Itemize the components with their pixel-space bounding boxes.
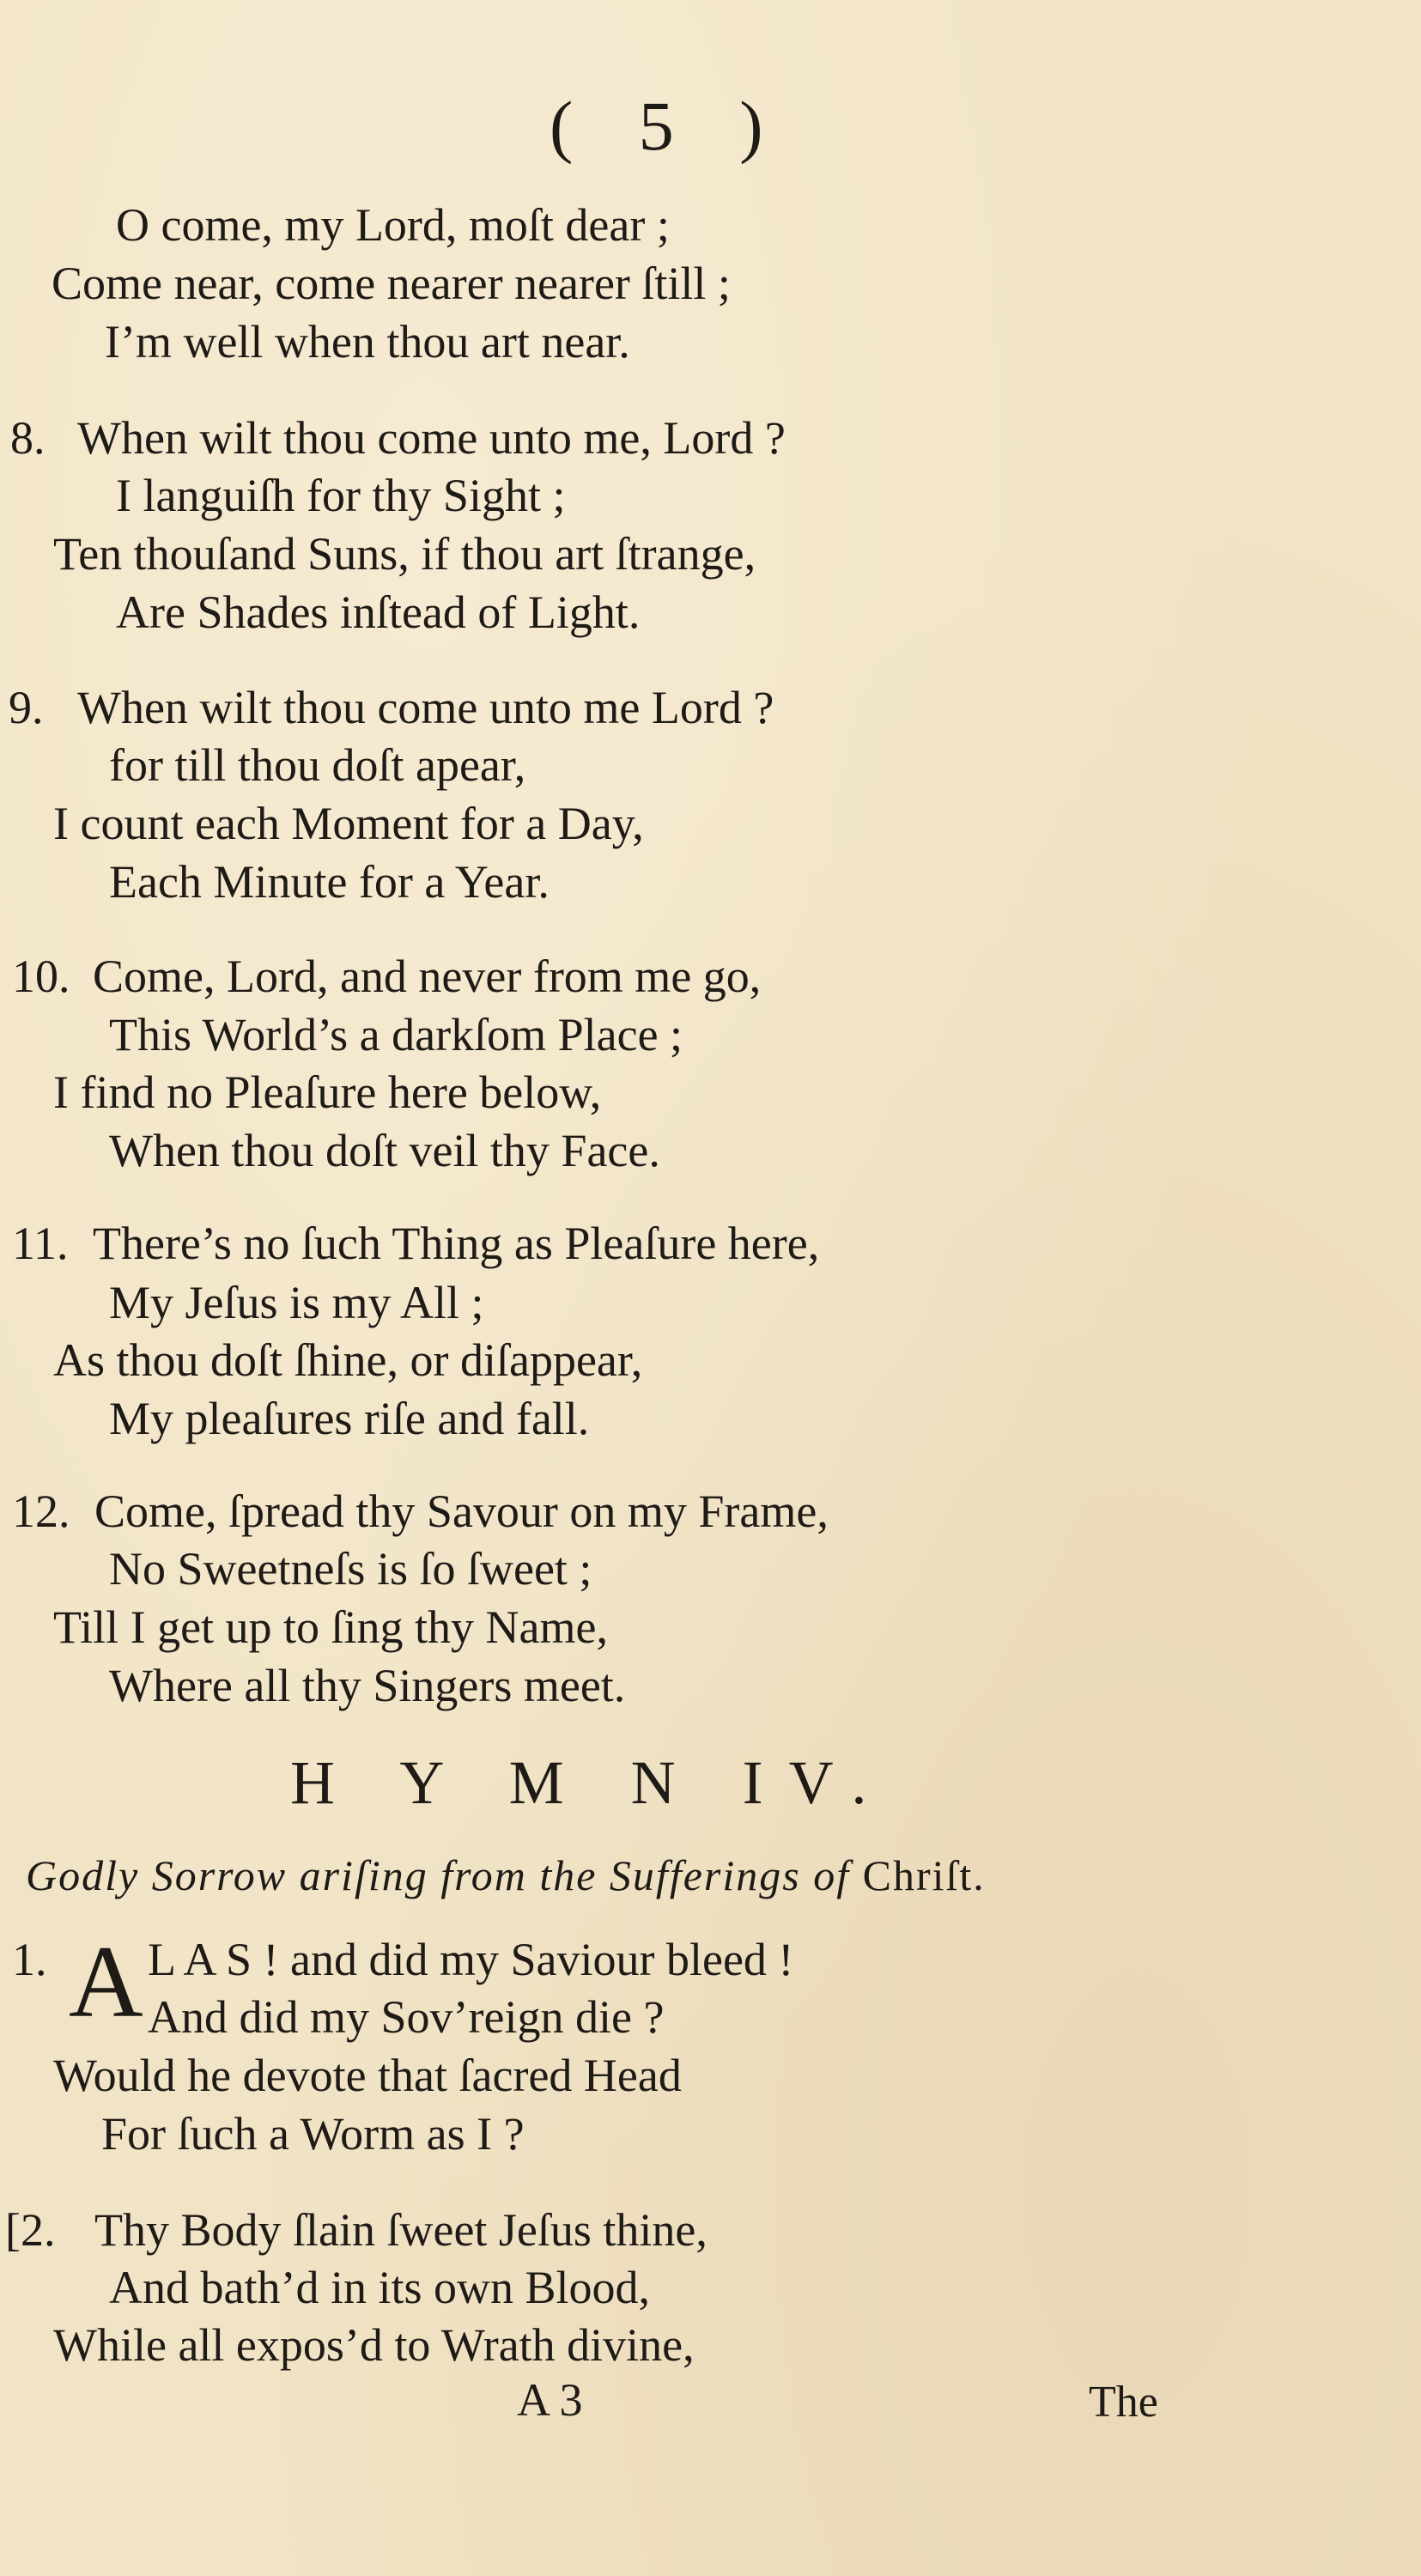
drop-cap: A <box>69 1924 143 2038</box>
verse-line: O come, my Lord, moſt dear ; <box>116 199 670 251</box>
hymn-title: H Y M N IV. <box>290 1748 893 1817</box>
stanza-number: [2. <box>5 2204 56 2256</box>
stanza-number: 8. <box>10 412 46 464</box>
verse-line: When wilt thou come unto me, Lord ? <box>77 412 786 464</box>
verse-line: I find no Pleaſure here below, <box>53 1066 602 1118</box>
verse-line: L A S ! and did my Saviour bleed ! <box>148 1934 794 1985</box>
verse-line: Come, Lord, and never from me go, <box>93 951 762 1002</box>
verse-line: This World’s a darkſom Place ; <box>109 1009 683 1060</box>
verse-line: My pleaſures riſe and fall. <box>109 1393 590 1444</box>
hymn-subtitle-italic: Godly Sorrow ariſing from the Sufferings of <box>26 1851 851 1899</box>
verse-line: for till thou doſt apear, <box>109 739 526 791</box>
catchword: The <box>1089 2378 1158 2427</box>
verse-line: As thou doſt ſhine, or diſappear, <box>53 1334 643 1386</box>
verse-line: While all expos’d to Wrath divine, <box>53 2319 695 2371</box>
stanza-number: 1. <box>12 1934 47 1985</box>
verse-line: Are Shades inſtead of Light. <box>116 586 641 638</box>
stanza-number: 10. <box>12 951 70 1002</box>
verse-line: For ſuch a Worm as I ? <box>101 2108 525 2160</box>
verse-line: And bath’d in its own Blood, <box>109 2262 650 2313</box>
verse-line: I count each Moment for a Day, <box>53 798 644 849</box>
hymn-subtitle <box>26 1850 986 1900</box>
verse-line: Each Minute for a Year. <box>109 856 550 908</box>
verse-line: Till I get up to ſing thy Name, <box>53 1601 608 1653</box>
verse-line: Come, ſpread thy Savour on my Frame, <box>94 1485 829 1537</box>
verse-line: I’m well when thou art near. <box>105 316 630 368</box>
stanza-number: 11. <box>12 1218 69 1269</box>
page-number-header: ( 5 ) <box>550 87 787 165</box>
verse-line: When wilt thou come unto me Lord ? <box>77 682 774 733</box>
verse-line: Ten thouſand Suns, if thou art ſtrange, <box>53 528 756 580</box>
verse-line: Where all thy Singers meet. <box>109 1660 626 1711</box>
hymn-subtitle-roman: Chriſt. <box>862 1851 986 1899</box>
verse-line: My Jeſus is my All ; <box>109 1277 484 1328</box>
verse-line: I languiſh for thy Sight ; <box>116 470 566 521</box>
verse-line: And did my Sov’reign die ? <box>148 1991 665 2043</box>
signature-mark: A 3 <box>517 2374 583 2426</box>
verse-line: Thy Body ſlain ſweet Jeſus thine, <box>94 2204 707 2256</box>
stanza-number: 12. <box>12 1485 70 1537</box>
verse-line: There’s no ſuch Thing as Pleaſure here, <box>93 1218 820 1269</box>
verse-line: Would he devote that ſacred Head <box>53 2050 682 2101</box>
stanza-number: 9. <box>9 682 44 733</box>
verse-line: No Sweetneſs is ſo ſweet ; <box>109 1543 592 1595</box>
verse-line: When thou doſt veil thy Face. <box>109 1125 660 1176</box>
verse-line: Come near, come nearer nearer ſtill ; <box>52 258 731 309</box>
